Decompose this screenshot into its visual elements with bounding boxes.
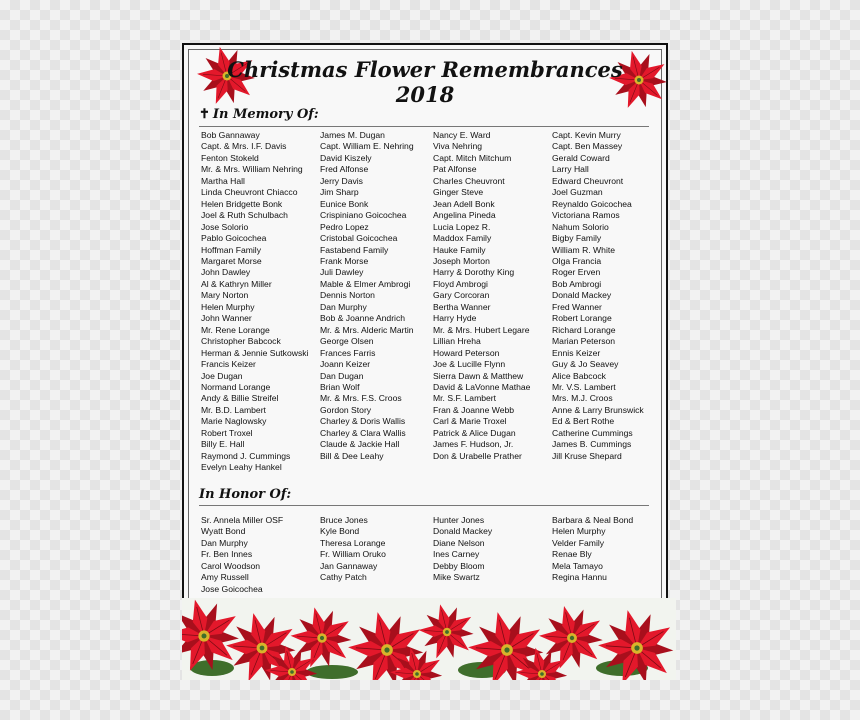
- name-entry: James B. Cummings: [552, 439, 632, 450]
- memory-heading: [199, 107, 319, 122]
- page-title: [189, 57, 661, 107]
- name-entry: Bill & Dee Leahy: [320, 450, 384, 461]
- name-entry: Pablo Goicochea: [201, 233, 267, 244]
- name-entry: Ennis Keizer: [552, 347, 601, 358]
- name-entry: Cathy Patch: [320, 572, 367, 583]
- name-entry: Bigby Family: [552, 233, 602, 244]
- honor-heading-text: In Honor Of:: [199, 487, 292, 502]
- name-entry: John Wanner: [201, 313, 252, 324]
- name-entry: Bob & Joanne Andrich: [320, 313, 406, 324]
- name-entry: Richard Lorange: [552, 324, 616, 335]
- name-entry: Mr. B.D. Lambert: [201, 404, 266, 415]
- name-entry: Marian Peterson: [552, 336, 616, 347]
- name-entry: Donald Mackey: [552, 290, 612, 301]
- honor-heading: [199, 487, 291, 502]
- name-entry: Joseph Morton: [433, 255, 490, 266]
- name-entry: Martha Hall: [201, 175, 245, 186]
- name-entry: Carol Woodson: [201, 560, 261, 571]
- name-entry: Larry Hall: [552, 164, 589, 175]
- name-entry: Jill Kruse Shepard: [552, 450, 622, 461]
- name-entry: Cristobal Goicochea: [320, 233, 398, 244]
- name-entry: Francis Keizer: [201, 359, 256, 370]
- name-entry: Dan Murphy: [201, 537, 248, 548]
- name-entry: Mr. V.S. Lambert: [552, 381, 616, 392]
- name-entry: Nancy E. Ward: [433, 130, 491, 140]
- name-entry: Lucia Lopez R.: [433, 221, 491, 232]
- name-entry: Claude & Jackie Hall: [320, 439, 400, 450]
- name-entry: Fr. Ben Innes: [201, 549, 253, 560]
- name-entry: Harry & Dorothy King: [433, 267, 515, 278]
- name-entry: Charles Cheuvront: [433, 175, 505, 186]
- name-entry: Billy E. Hall: [201, 439, 245, 450]
- name-entry: Margaret Morse: [201, 255, 262, 266]
- name-entry: Charley & Clara Wallis: [320, 427, 406, 438]
- name-entry: Patrick & Alice Dugan: [433, 427, 516, 438]
- name-entry: Mr. & Mrs. Hubert Legare: [433, 324, 530, 335]
- name-entry: Dennis Norton: [320, 290, 375, 301]
- name-entry: Raymond J. Cummings: [201, 450, 291, 461]
- name-entry: Roger Erven: [552, 267, 601, 278]
- name-entry: Fr. William Oruko: [320, 549, 386, 560]
- name-entry: Pat Alfonse: [433, 164, 477, 175]
- memory-column-3: [433, 130, 530, 462]
- name-entry: Sierra Dawn & Matthew: [433, 370, 524, 381]
- name-entry: Gary Corcoran: [433, 290, 490, 301]
- name-entry: Lillian Hreha: [433, 336, 481, 347]
- name-entry: Al & Kathryn Miller: [201, 278, 272, 289]
- name-entry: Hoffman Family: [201, 244, 262, 255]
- honor-column-1: [201, 515, 283, 595]
- memory-column-1: [201, 130, 308, 474]
- name-entry: Ines Carney: [433, 549, 480, 560]
- name-entry: Capt. & Mrs. I.F. Davis: [201, 141, 287, 152]
- name-entry: Juli Dawley: [320, 267, 364, 278]
- honor-column-4: [552, 515, 633, 584]
- document-page: [182, 43, 668, 600]
- name-entry: Crispiniano Goicochea: [320, 210, 407, 221]
- name-entry: Wyatt Bond: [201, 526, 246, 537]
- name-entry: Christopher Babcock: [201, 336, 281, 347]
- memory-column-4: [552, 130, 644, 462]
- name-entry: Capt. Kevin Murry: [552, 130, 621, 140]
- name-entry: George Olsen: [320, 336, 374, 347]
- name-entry: Gerald Coward: [552, 152, 610, 163]
- name-entry: Robert Troxel: [201, 427, 253, 438]
- memory-divider: [199, 126, 649, 127]
- name-entry: Harry Hyde: [433, 313, 477, 324]
- name-entry: David & LaVonne Mathae: [433, 381, 531, 392]
- name-entry: Bruce Jones: [320, 515, 368, 525]
- name-entry: Ginger Steve: [433, 187, 484, 198]
- name-entry: Fred Alfonse: [320, 164, 369, 175]
- honor-column-3: [433, 515, 492, 584]
- name-entry: Capt. William E. Nehring: [320, 141, 414, 152]
- name-entry: Normand Lorange: [201, 381, 271, 392]
- name-entry: Evelyn Leahy Hankel: [201, 462, 282, 473]
- name-entry: Mr. & Mrs. F.S. Croos: [320, 393, 402, 404]
- title-line-1: Christmas Flower Remembrances: [227, 57, 623, 82]
- name-entry: Bertha Wanner: [433, 301, 491, 312]
- name-entry: Andy & Billie Streifel: [201, 393, 279, 404]
- name-entry: Mike Swartz: [433, 572, 480, 583]
- name-entry: Mary Norton: [201, 290, 249, 301]
- name-entry: Angelina Pineda: [433, 210, 496, 221]
- name-entry: Fran & Joanne Webb: [433, 404, 515, 415]
- name-entry: Theresa Lorange: [320, 537, 386, 548]
- name-entry: Renae Bly: [552, 549, 592, 560]
- honor-divider: [199, 505, 649, 506]
- name-entry: Marie Naglowsky: [201, 416, 267, 427]
- poinsettia-border-art: [182, 598, 676, 680]
- name-entry: Anne & Larry Brunswick: [552, 404, 644, 415]
- name-entry: Mable & Elmer Ambrogi: [320, 278, 411, 289]
- poinsettia-border: [182, 598, 676, 680]
- name-entry: Reynaldo Goicochea: [552, 198, 632, 209]
- name-entry: Edward Cheuvront: [552, 175, 624, 186]
- name-entry: Amy Russell: [201, 572, 249, 583]
- name-entry: Debby Bloom: [433, 560, 485, 571]
- name-entry: Jerry Davis: [320, 175, 363, 186]
- name-entry: Guy & Jo Seavey: [552, 359, 619, 370]
- name-entry: Dan Dugan: [320, 370, 364, 381]
- document-frame: [188, 49, 662, 598]
- name-entry: Mrs. M.J. Croos: [552, 393, 613, 404]
- name-entry: Charley & Doris Wallis: [320, 416, 406, 427]
- name-entry: Alice Babcock: [552, 370, 606, 381]
- name-entry: Jose Goicochea: [201, 583, 263, 594]
- name-entry: Frank Morse: [320, 255, 369, 266]
- name-entry: Jean Adell Bonk: [433, 198, 495, 209]
- name-entry: Sr. Annela Miller OSF: [201, 515, 284, 525]
- name-entry: Joann Keizer: [320, 359, 371, 370]
- name-entry: Linda Cheuvront Chiacco: [201, 187, 298, 198]
- name-entry: Don & Urabelle Prather: [433, 450, 522, 461]
- name-entry: Olga Francia: [552, 255, 602, 266]
- name-entry: Floyd Ambrogi: [433, 278, 488, 289]
- name-entry: Nahum Solorio: [552, 221, 609, 232]
- name-entry: Donald Mackey: [433, 526, 493, 537]
- name-entry: Brian Wolf: [320, 381, 360, 392]
- name-entry: Victoriana Ramos: [552, 210, 620, 221]
- name-entry: William R. White: [552, 244, 616, 255]
- name-entry: Barbara & Neal Bond: [552, 515, 634, 525]
- name-entry: Maddox Family: [433, 233, 492, 244]
- name-entry: Fastabend Family: [320, 244, 389, 255]
- name-entry: James M. Dugan: [320, 130, 385, 140]
- name-entry: Mr. & Mrs. Alderic Martin: [320, 324, 414, 335]
- title-line-2: 2018: [395, 82, 455, 107]
- memory-heading-text: In Memory Of:: [212, 107, 319, 122]
- name-entry: Robert Lorange: [552, 313, 612, 324]
- name-entry: Hunter Jones: [433, 515, 485, 525]
- name-entry: Pedro Lopez: [320, 221, 369, 232]
- cross-icon: ✝: [199, 107, 210, 122]
- name-entry: Ed & Bert Rothe: [552, 416, 615, 427]
- name-entry: Carl & Marie Troxel: [433, 416, 507, 427]
- name-entry: Jose Solorio: [201, 221, 249, 232]
- name-entry: Helen Bridgette Bonk: [201, 198, 283, 209]
- name-entry: Bob Ambrogi: [552, 278, 602, 289]
- name-entry: David Kiszely: [320, 152, 372, 163]
- name-entry: Dan Murphy: [320, 301, 367, 312]
- name-entry: Gordon Story: [320, 404, 372, 415]
- name-entry: Diane Nelson: [433, 537, 485, 548]
- name-entry: Hauke Family: [433, 244, 486, 255]
- name-entry: Helen Murphy: [201, 301, 255, 312]
- name-entry: Helen Murphy: [552, 526, 606, 537]
- name-entry: Jan Gannaway: [320, 560, 378, 571]
- name-entry: Capt. Ben Massey: [552, 141, 623, 152]
- name-entry: Kyle Bond: [320, 526, 360, 537]
- name-entry: John Dawley: [201, 267, 251, 278]
- name-entry: Joe Dugan: [201, 370, 243, 381]
- name-entry: Bob Gannaway: [201, 130, 260, 140]
- name-entry: Joel Guzman: [552, 187, 603, 198]
- name-entry: Fred Wanner: [552, 301, 602, 312]
- name-entry: Eunice Bonk: [320, 198, 369, 209]
- memory-column-2: [320, 130, 414, 462]
- name-entry: Capt. Mitch Mitchum: [433, 152, 512, 163]
- name-entry: Velder Family: [552, 537, 605, 548]
- name-entry: Regina Hannu: [552, 572, 607, 583]
- name-entry: Jim Sharp: [320, 187, 359, 198]
- name-entry: Frances Farris: [320, 347, 376, 358]
- honor-column-2: [320, 515, 386, 584]
- name-entry: Howard Peterson: [433, 347, 500, 358]
- name-entry: Catherine Cummings: [552, 427, 633, 438]
- name-entry: Mr. S.F. Lambert: [433, 393, 497, 404]
- name-entry: Mela Tamayo: [552, 560, 603, 571]
- name-entry: Fenton Stokeld: [201, 152, 259, 163]
- name-entry: Joel & Ruth Schulbach: [201, 210, 288, 221]
- name-entry: Mr. & Mrs. William Nehring: [201, 164, 303, 175]
- name-entry: Joe & Lucille Flynn: [433, 359, 506, 370]
- name-entry: Herman & Jennie Sutkowski: [201, 347, 309, 358]
- name-entry: James F. Hudson, Jr.: [433, 439, 514, 450]
- name-entry: Viva Nehring: [433, 141, 483, 152]
- name-entry: Mr. Rene Lorange: [201, 324, 270, 335]
